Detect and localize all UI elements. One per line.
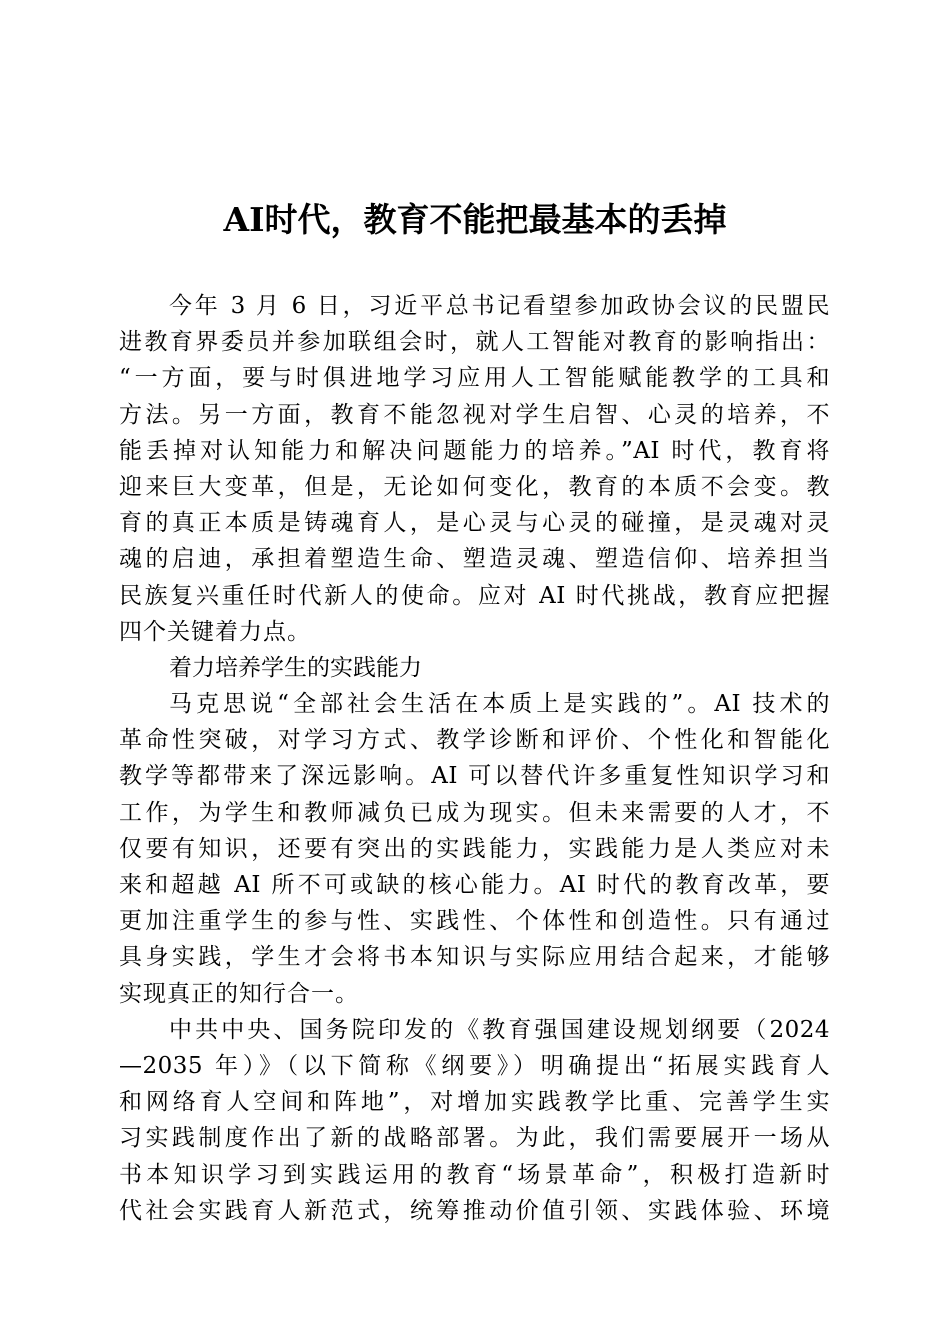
document-title: AI时代，教育不能把最基本的丢掉 — [223, 200, 727, 239]
text-line: 育的真正本质是铸魂育人，是心灵与心灵的碰撞，是灵魂对灵 — [119, 510, 830, 537]
text-line: 革命性突破，对学习方式、教学诊断和评价、个性化和智能化 — [119, 727, 830, 754]
text-line: 今年 3 月 6 日，习近平总书记看望参加政协会议的民盟民 — [169, 293, 830, 319]
paragraph-outline — [119, 1012, 830, 1229]
text-line: 仅要有知识，还要有突出的实践能力，实践能力是人类应对未 — [119, 835, 830, 862]
text-line: 代社会实践育人新范式，统筹推动价值引领、实践体验、环境 — [119, 1197, 830, 1224]
text-line: 进教育界委员并参加联组会时，就人工智能对教育的影响指出： — [119, 329, 830, 356]
text-line: 实现真正的知行合一。 — [119, 980, 359, 1007]
text-line: 中共中央、国务院印发的《教育强国建设规划纲要（2024 — [169, 1016, 830, 1043]
text-line: 能丢掉对认知能力和解决问题能力的培养。”AI 时代，教育将 — [119, 437, 830, 464]
paragraph-practice — [119, 686, 830, 1012]
paragraph-intro — [119, 288, 830, 650]
text-line: 和网络育人空间和阵地”，对增加实践教学比重、完善学生实 — [119, 1089, 830, 1116]
text-line: 教学等都带来了深远影响。AI 可以替代许多重复性知识学习和 — [119, 763, 830, 790]
text-line: 来和超越 AI 所不可或缺的核心能力。AI 时代的教育改革，要 — [119, 872, 830, 898]
text-line: 四个关键着力点。 — [119, 618, 311, 645]
text-line: 工作，为学生和教师减负已成为现实。但未来需要的人才，不 — [119, 799, 830, 826]
text-line: 迎来巨大变革，但是，无论如何变化，教育的本质不会变。教 — [119, 473, 830, 500]
text-line: 更加注重学生的参与性、实践性、个体性和创造性。只有通过 — [119, 908, 830, 935]
document-body — [119, 288, 830, 1229]
text-line: 具身实践，学生才会将书本知识与实际应用结合起来，才能够 — [119, 944, 830, 971]
text-line: 马克思说“全部社会生活在本质上是实践的”。AI 技术的 — [169, 691, 830, 718]
text-line: “一方面，要与时俱进地学习应用人工智能赋能教学的工具和 — [119, 365, 830, 392]
text-line: 习实践制度作出了新的战略部署。为此，我们需要展开一场从 — [119, 1125, 830, 1152]
text-line: —2035 年）》（以下简称《纲要》）明确提出“拓展实践育人 — [119, 1052, 830, 1079]
text-line: 方法。另一方面，教育不能忽视对学生启智、心灵的培养，不 — [119, 401, 830, 428]
section-heading: 着力培养学生的实践能力 — [169, 654, 422, 681]
text-line: 魂的启迪，承担着塑造生命、塑造灵魂、塑造信仰、培养担当 — [119, 546, 830, 573]
text-line: 民族复兴重任时代新人的使命。应对 AI 时代挑战，教育应把握 — [119, 582, 830, 609]
text-line: 书本知识学习到实践运用的教育“场景革命”，积极打造新时 — [119, 1161, 830, 1188]
